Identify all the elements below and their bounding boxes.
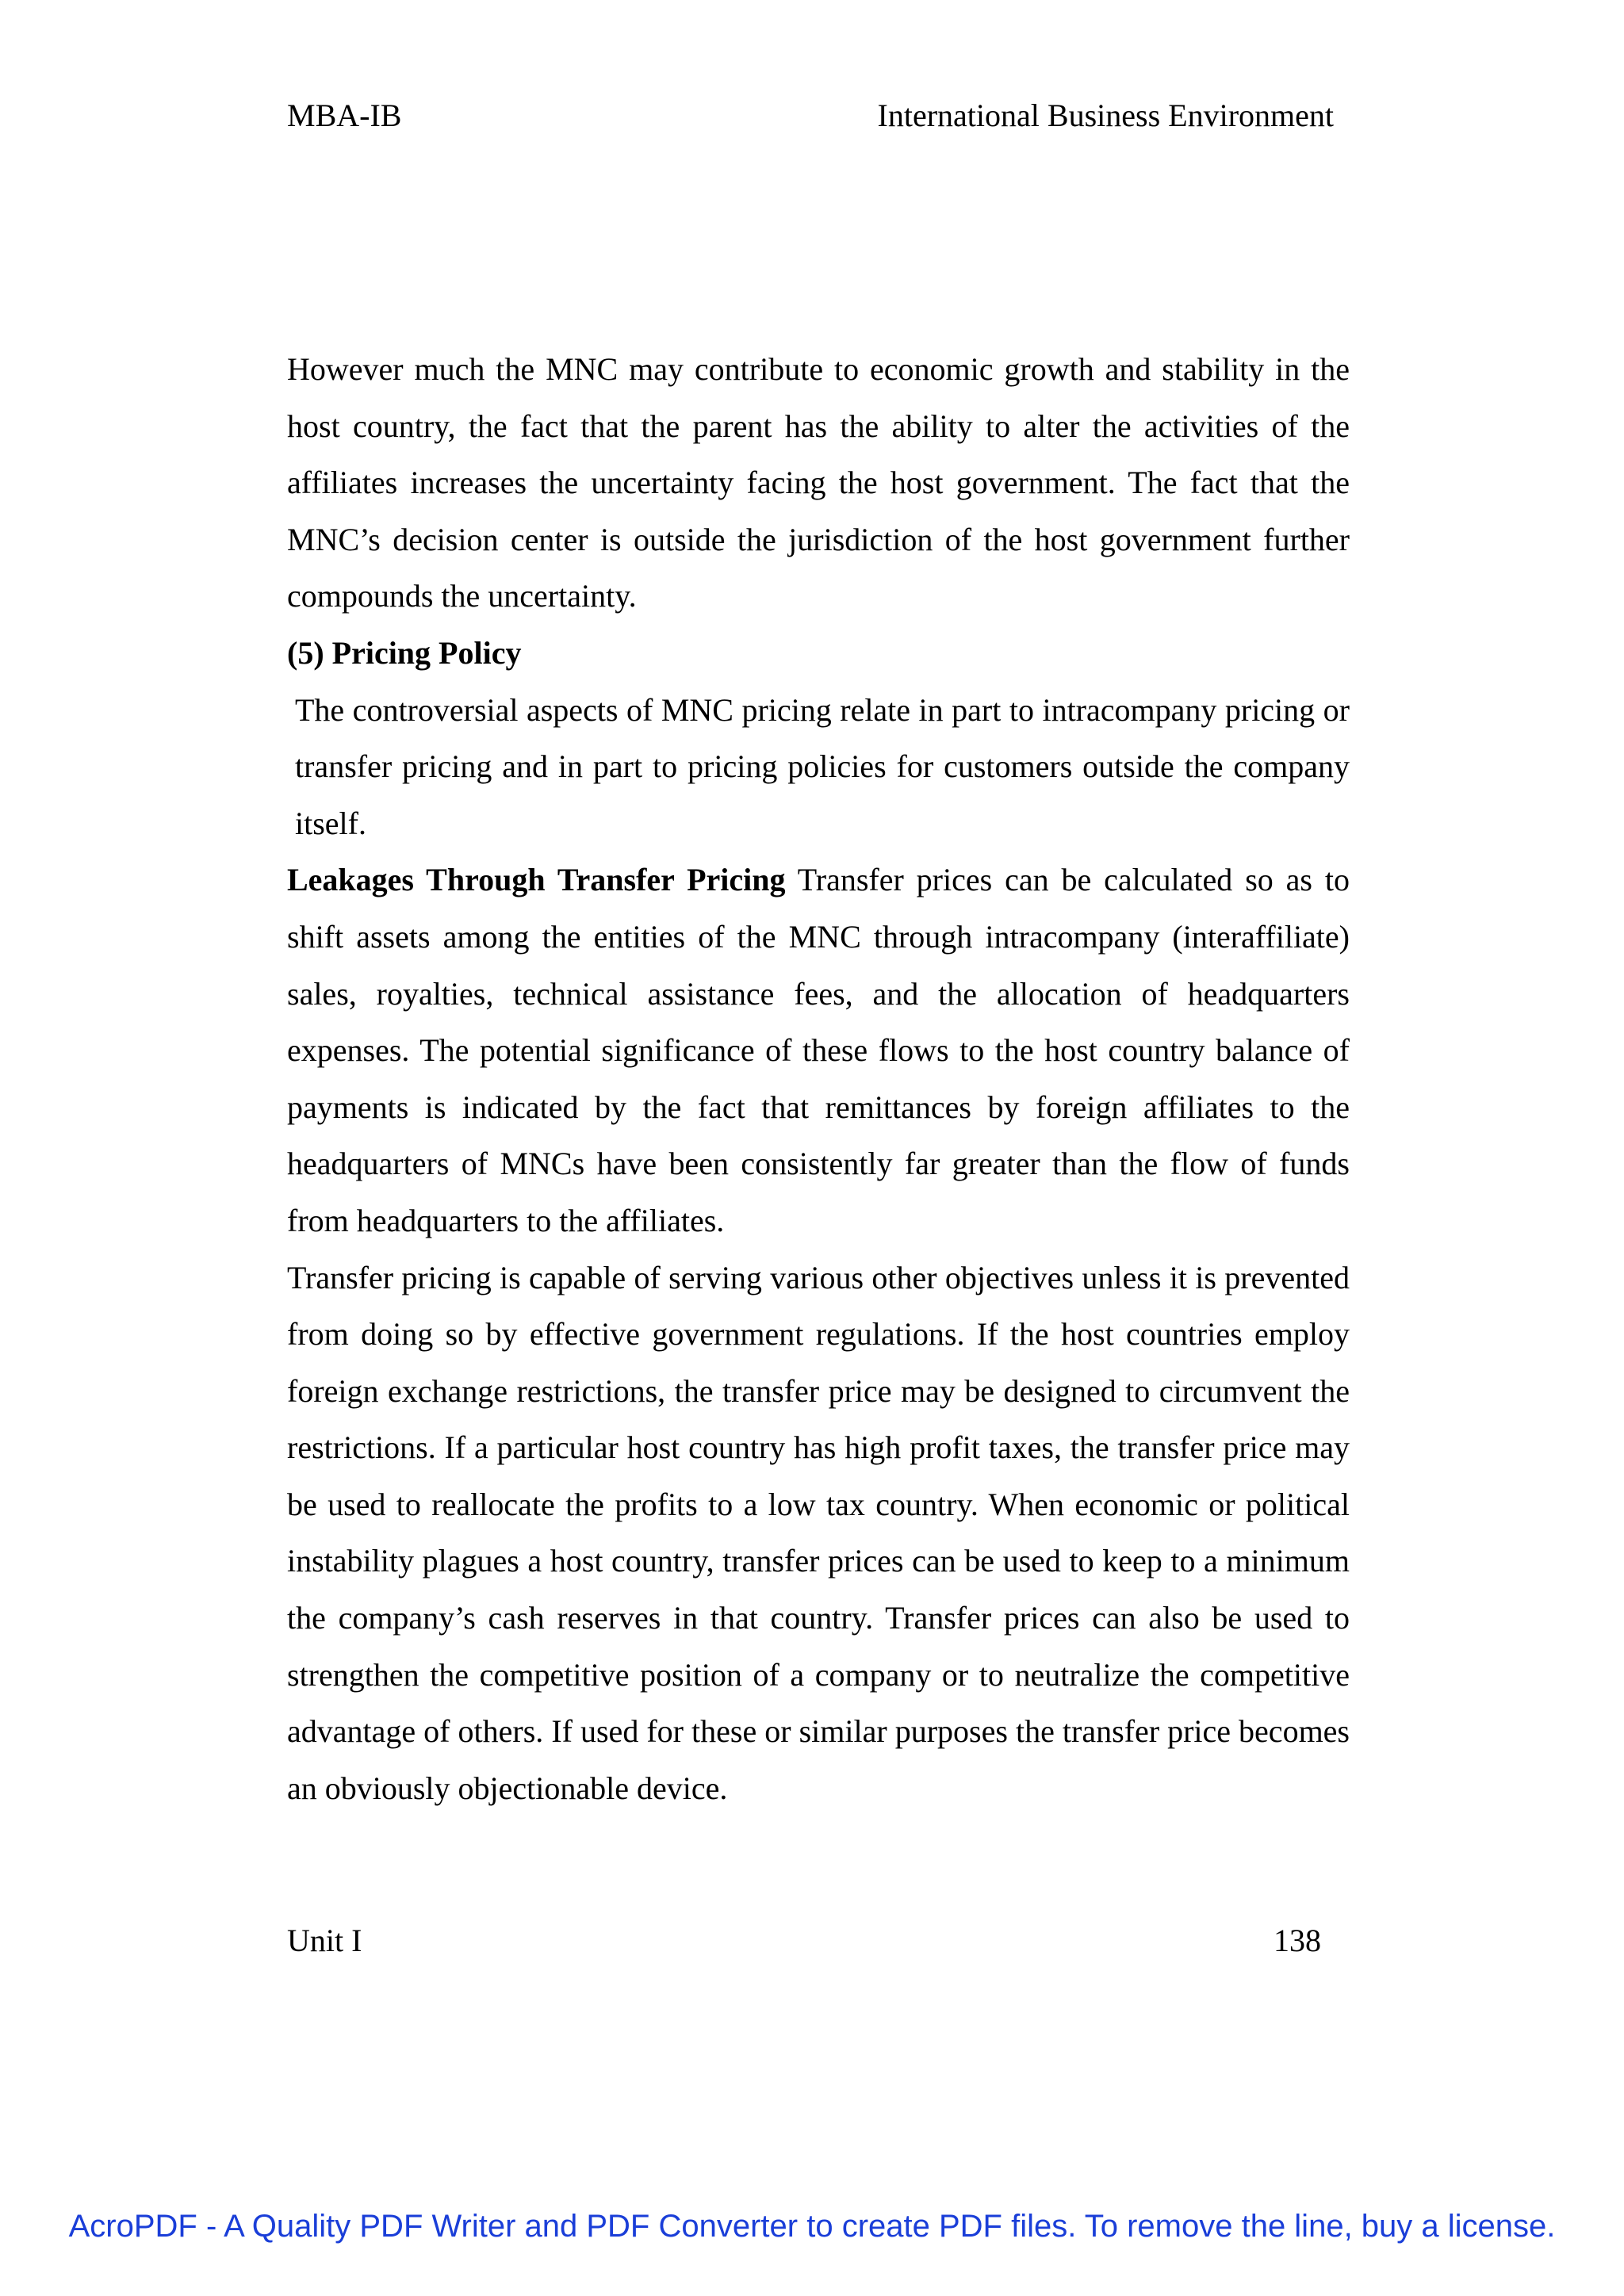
page-number: 138 [1274, 1923, 1321, 1958]
footer-unit: Unit I [287, 1923, 362, 1958]
acropdf-watermark: AcroPDF - A Quality PDF Writer and PDF Converter to create PDF files. To remove the line, buy a license. [68, 2209, 1556, 2244]
page-body [287, 341, 1350, 1816]
leakages-lead-in: Leakages Through Transfer Pricing [287, 862, 786, 898]
paragraph-transfer-pricing-objectives: Transfer pricing is capable of serving various other objectives unless it is prevented from doing so by effective government regulations. If the host countries employ foreign exchange restrictions, the transfer price may be designed to circumvent the restrictions. If a particular host country has high profit taxes, the transfer price may be used to reallocate the profits to a low tax country. When economic or political instability plagues a host country, transfer prices can be used to keep to a minimum the company’s cash reserves in that country. Transfer prices can also be used to strengthen the competitive position of a company or to neutralize the competitive advantage of others. If used for these or similar purposes the transfer price becomes an obviously objectionable device. [287, 1259, 1350, 1806]
section-heading-pricing-policy: (5) Pricing Policy [287, 634, 522, 671]
leakages-text: Transfer prices can be calculated so as to shift assets among the entities of the MNC through intracompany (interaffiliate) sales, royalties, technical assistance fees, and the allocation of headquarters expenses. The potential significance of these flows to the host country balance of payments is indicated by the fact that remittances by foreign affiliates to the headquarters of MNCs have been consistently far greater than the flow of funds from headquarters to the affiliates. [287, 862, 1350, 1238]
paragraph-mnc-uncertainty: However much the MNC may contribute to economic growth and stability in the host country, the fact that the parent has the ability to alter the activities of the affiliates increases the uncertainty facing the host government. The fact that the MNC’s decision center is outside the jurisdiction of the host government further compounds the uncertainty. [287, 351, 1350, 614]
paragraph-pricing-controversy: The controversial aspects of MNC pricing relate in part to intracompany pricing or transfer pricing and in part to pricing policies for customers outside the company itself. [295, 691, 1350, 841]
header-course-code: MBA-IB [287, 98, 402, 133]
header-course-title: International Business Environment [877, 98, 1334, 133]
paragraph-leakages [287, 851, 1350, 1249]
